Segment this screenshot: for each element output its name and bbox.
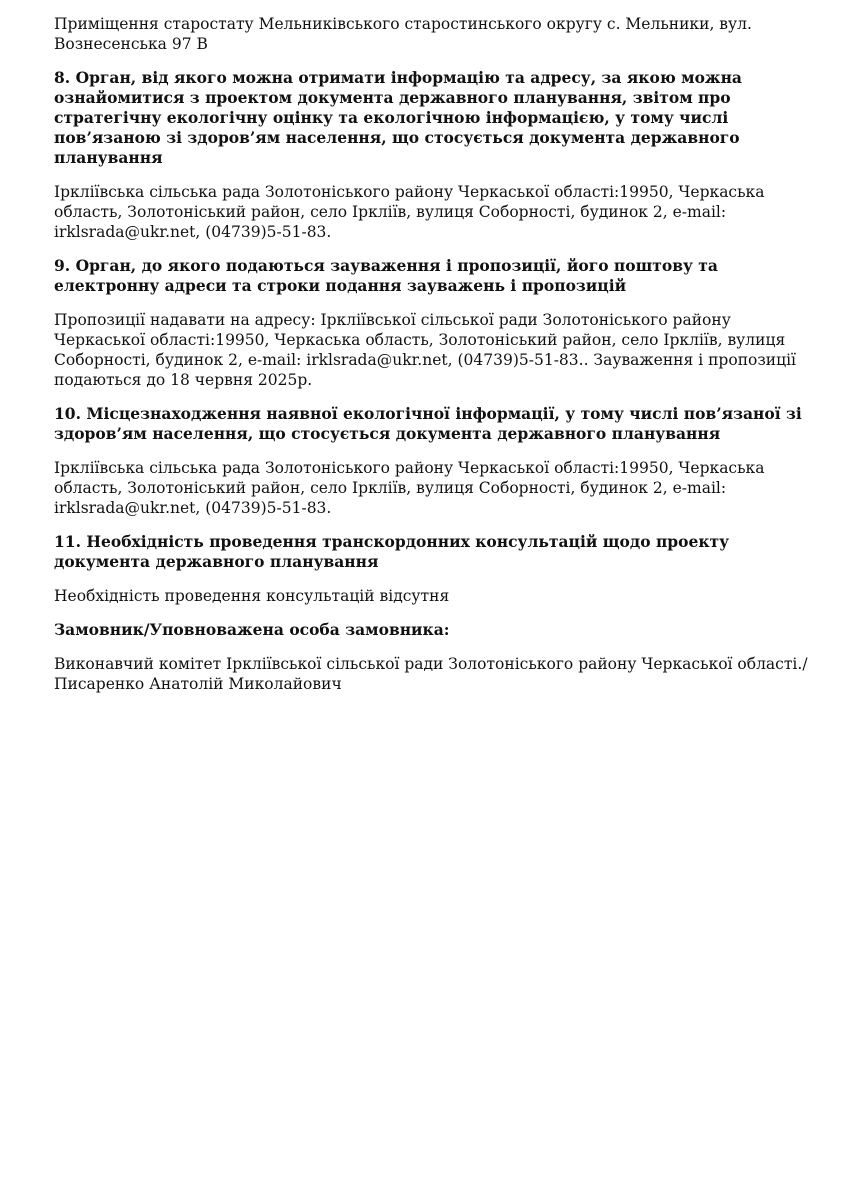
section-9-heading: 9. Орган, до якого подаються зауваження і пропозиції, його поштову та електронну адреси та строки подання зауважень і пропозицій [54, 256, 718, 295]
customer-heading: Замовник/Уповноважена особа замовника: [54, 620, 450, 639]
intro-paragraph: Приміщення старостату Мельниківського старостинського округу с. Мельники, вул. Вознесенська 97 В [54, 15, 752, 53]
section-11-heading: 11. Необхідність проведення транскордонних консультацій щодо проекту документа державного планування [54, 532, 730, 571]
section-10-body: Ірклiївська сільська рада Золотоніського району Черкаської області:19950, Черкаська область, Золотоніський район, село Ірклiїв, вулиця Соборності, будинок 2, e-mail: irklsrada@ukr.net, (04739)5-51-83. [54, 459, 765, 517]
section-9-body: Пропозиції надавати на адресу: Ірклiївської сільської ради Золотоніського району Черкаської області:19950, Черкаська область, Золотоніський район, село Ірклiїв, вулиця Соборності, будинок 2, e-mail: irklsrada@ukr.net, (04739)5-51-83.. Зауваження і пропозиції подаються до 18 червня 2025р. [54, 311, 797, 389]
section-10-heading: 10. Місцезнаходження наявної екологічної інформації, у тому числі пов’язаної зі здоров’ям населення, що стосується документа державного планування [54, 404, 802, 443]
customer-body: Виконавчий комітет Ірклiївської сільської ради Золотоніського району Черкаської області./Писаренко Анатолій Миколайович [54, 655, 808, 693]
section-8-heading: 8. Орган, від якого можна отримати інформацію та адресу, за якою можна ознайомитися з проектом документа державного планування, звітом про стратегічну екологічну оцінку та екологічною інформацією, у тому числі пов’язаною зі здоров’ям населення, що стосується документа державного планування [54, 68, 742, 167]
section-11-body: Необхідність проведення консультацій відсутня [54, 587, 450, 605]
section-8-body: Ірклiївська сільська рада Золотоніського району Черкаської області:19950, Черкаська область, Золотоніський район, село Ірклiїв, вулиця Соборності, будинок 2, e-mail: irklsrada@ukr.net, (04739)5-51-83. [54, 183, 765, 241]
